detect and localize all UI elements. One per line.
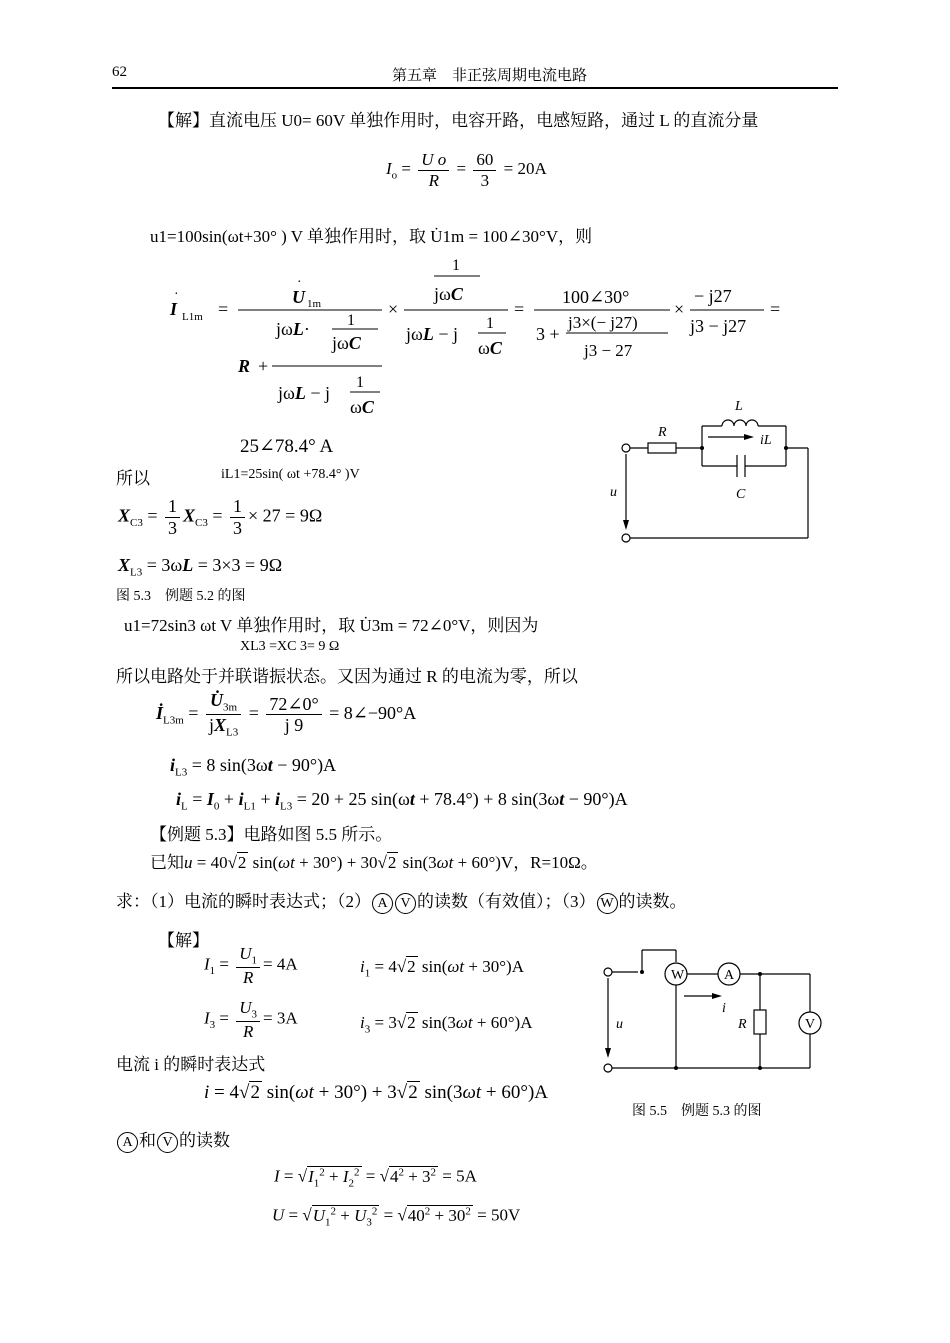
i-rms-equation: $I = √I_1^2 + I_2^2 = √4^2 + 3^2 = 5A$: [274, 1166, 477, 1190]
wattmeter-symbol: W: [597, 893, 618, 914]
solution-label: 【解】: [158, 111, 209, 130]
i1-equation: $I_1$ = $\frac{U_1}{R}$ = 4A: [204, 944, 298, 988]
svg-text:U: U: [292, 287, 305, 307]
svg-text:R: R: [238, 356, 251, 376]
svg-text:jωL − j: jωL − j: [406, 324, 459, 344]
i3-equation: $I_3$ = $\frac{U_3}{R}$ = 3A: [204, 998, 298, 1042]
resonance-text: 所以电路处于并联谐振状态。又因为通过 R 的电流为零，所以: [116, 667, 578, 686]
il-total-equation: $i_L = I_0 + i_{L1} + i_{L3} = 20 + 25$ sin(ωt + 78.4°) + 8 sin(3ωt − 90°)A: [176, 789, 628, 813]
resistor-r: [648, 443, 676, 453]
fig55-caption: 图 5.5 例题 5.3 的图: [632, 1104, 762, 1119]
voltmeter-symbol: V: [395, 893, 416, 914]
svg-text:− j27: − j27: [694, 286, 732, 306]
resistor-r: [754, 1010, 766, 1034]
label-v: V: [805, 1017, 816, 1032]
i1-result: = 4A: [263, 954, 298, 974]
svg-text:1: 1: [356, 374, 364, 391]
svg-text:jωL − j: jωL − j: [278, 383, 331, 403]
i0-frac2-den: 3: [480, 170, 490, 190]
label-r: R: [658, 425, 667, 440]
svg-text:3 +: 3 +: [536, 324, 560, 344]
svg-text:·: ·: [174, 287, 179, 302]
xl3-xc3: XL3 =XC 3= 9 Ω: [240, 639, 340, 654]
svg-text:L1m: L1m: [182, 311, 203, 323]
dc-text: 直流电压 U0= 60V 单独作用时，电容开路，电感短路，通过 L 的直流分量: [209, 111, 759, 130]
svg-text:×: ×: [388, 299, 399, 319]
svg-text:jωC: jωC: [434, 284, 463, 304]
label-c: C: [736, 487, 746, 502]
chapter-title: 第五章 非正弦周期电流电路: [392, 68, 588, 84]
i0-frac1-den: R: [428, 170, 439, 190]
ex53-solution-label: 【解】: [158, 931, 209, 950]
svg-text:1m: 1m: [307, 298, 322, 310]
svg-text:j3×(− j27): j3×(− j27): [568, 313, 638, 332]
label-r: R: [738, 1017, 747, 1032]
ex53-title: 【例题 5.3】电路如图 5.5 所示。: [150, 825, 393, 844]
xc3-equation: $X_{C3}$ = $\frac{1}{3}$ $X_{C3}$ = $\frac{1}{3}$ × 27 = 9Ω: [118, 496, 323, 538]
ex53-given: 已知u = 40√2 sin(ωt + 30°) + 30√2 sin(3ωt + 60°)V，R=10Ω。: [150, 853, 598, 872]
svg-text:1: 1: [486, 315, 494, 332]
page-number: 62: [112, 64, 127, 80]
svg-text:j3 − j27: j3 − j27: [690, 316, 747, 336]
il3-equation: $i_{L3} = 8$ sin(3ωt − 90°)A: [170, 755, 337, 779]
fig52-caption: 图 5.3 例题 5.2 的图: [116, 589, 246, 604]
i0-frac1-num: U o: [418, 150, 449, 171]
i-total-equation: i = 4√2 sin(ωt + 30°) + 3√2 sin(3ωt + 60°)A: [204, 1082, 549, 1103]
i3-inst: $i_3 = 3√2$ sin(3ωt + 60°)A: [360, 1013, 533, 1036]
ammeter-symbol: A: [117, 1132, 138, 1153]
ex53-question: 求：（1）电流的瞬时表达式；（2） A V 的读数（有效值）；（3） W 的读数。: [116, 887, 687, 914]
figure-5-3-circuit: [600, 392, 830, 552]
svg-text:jωL·: jωL·: [276, 319, 310, 339]
svg-text:×: ×: [674, 299, 685, 319]
label-u: u: [616, 1017, 623, 1032]
label-i: i: [722, 1001, 726, 1016]
xl3-equation: $X_{L3} = 3\omega L = 3\times 3 = 9\Omega$: [118, 555, 283, 579]
svg-text:100∠30°: 100∠30°: [562, 287, 630, 307]
svg-text:+: +: [258, 356, 269, 376]
label-il: iL: [760, 433, 772, 448]
given-prefix: 已知: [150, 853, 184, 872]
il3m-equation: $İ_{L3m}$ = $\frac{U̇_{3m}}{jX_{L3}}$ = $\frac{72\angle 0^\circ}{j 9}$ = 8∠−90°A: [156, 690, 417, 739]
u3-line: u1=72sin3 ωt V 单独作用时，取 U̇3m = 72∠0°V，则因为: [124, 616, 539, 635]
i3-result: = 3A: [263, 1008, 298, 1028]
u1-line: u1=100sin(ωt+30° ) V 单独作用时，取 U̇1m = 100∠30°V，则: [150, 227, 593, 246]
so-label: 所以: [116, 469, 150, 488]
svg-text:I: I: [170, 299, 178, 319]
svg-text:ωC: ωC: [350, 397, 374, 417]
voltmeter-symbol: V: [157, 1132, 178, 1153]
label-w: W: [671, 968, 685, 983]
av-label: A 和 V 的读数: [116, 1126, 230, 1153]
inductor-l: [722, 420, 758, 426]
u-rms-equation: $U = √U_1^2 + U_3^2 = √40^2 + 30^2 = 50V$: [272, 1205, 521, 1229]
i0-frac2-num: 60: [473, 150, 496, 171]
figure-5-5-circuit: [598, 940, 838, 1080]
svg-text:ωC: ωC: [478, 338, 502, 358]
svg-text:=: =: [770, 299, 781, 319]
i0-result: = 20A: [503, 158, 547, 178]
il1m-result: 25∠78.4° A: [240, 436, 334, 457]
svg-text:·: ·: [297, 275, 302, 290]
label-u: u: [610, 485, 617, 500]
label-a: A: [724, 968, 735, 983]
il3m-result: = 8∠−90°A: [329, 702, 417, 723]
svg-text:1: 1: [452, 257, 460, 274]
ammeter-symbol: A: [372, 893, 393, 914]
label-l: L: [735, 399, 743, 414]
svg-text:1: 1: [347, 312, 355, 329]
inst-label: 电流 i 的瞬时表达式: [116, 1055, 266, 1074]
i0-equation: $I_o$ = $\frac{\text{U o}}{R}$ = $\frac{60}{3}$ = 20A: [386, 150, 547, 190]
ex52-solution-line: [158, 106, 758, 131]
svg-text:=: =: [218, 299, 229, 319]
svg-text:jωC: jωC: [332, 333, 361, 353]
svg-text:=: =: [514, 299, 525, 319]
il1-expression: iL1=25sin( ωt +78.4° )V: [221, 467, 360, 482]
given-r: ，R=10Ω。: [513, 853, 598, 872]
svg-text:j3 − 27: j3 − 27: [584, 341, 633, 360]
header-rule: [112, 87, 838, 89]
i1-inst: $i_1 = 4√2$ sin(ωt + 30°)A: [360, 957, 524, 980]
